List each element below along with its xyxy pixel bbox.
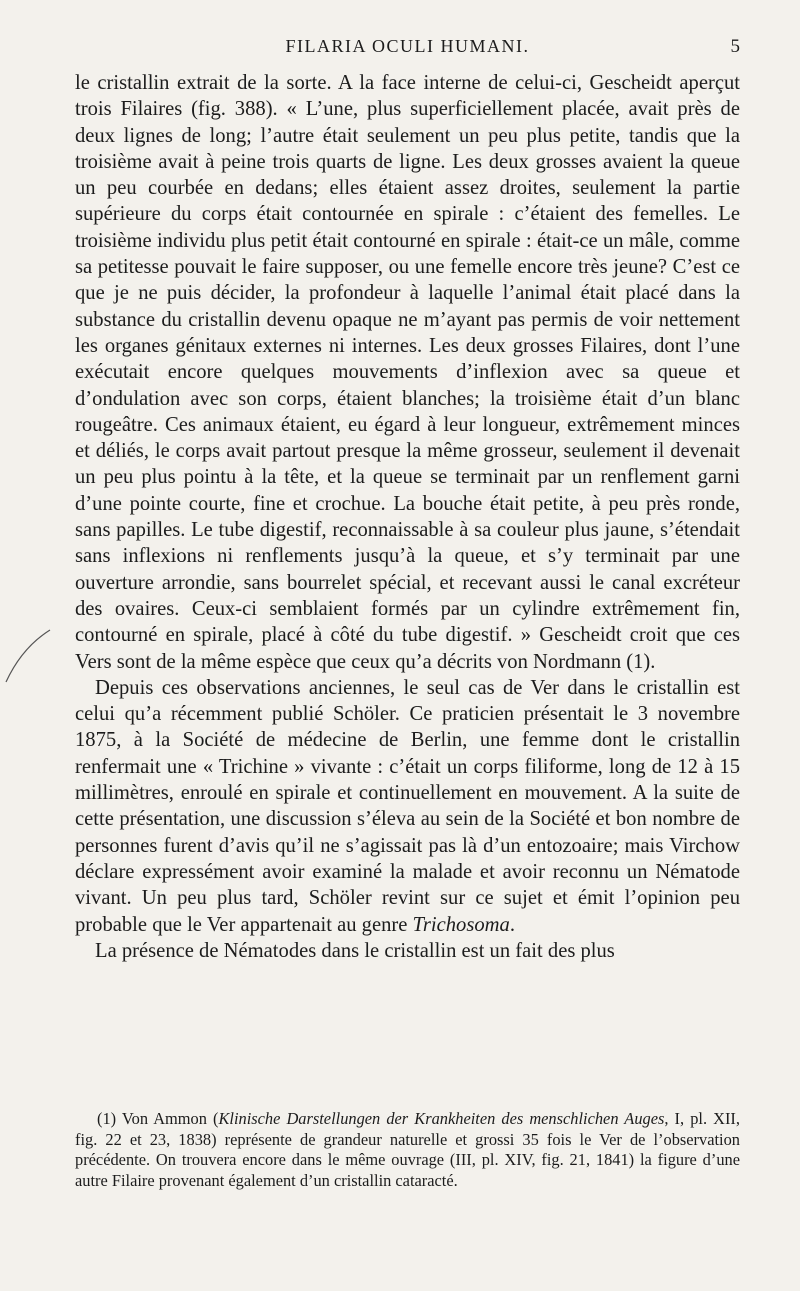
footnote-lead: (1) Von Ammon ( [97,1109,219,1128]
body-text [75,70,740,964]
margin-pencil-mark [4,626,52,686]
paragraph-2-text: Depuis ces observations anciennes, le seul cas de Ver dans le cristallin est celui qu’a récemment publié Schöler. Ce praticien présentait le 3 novembre 1875, à la Société de médecine de Berlin, une femme dont le cristallin renfermait une « Trichine » vivante : c’était un corps filiforme, long de 12 à 15 millimètres, enroulé en spirale et continuellement en mouvement. A la suite de cette présentation, une discussion s’éleva au sein de la Société et bon nombre de personnes furent d’avis qu’il ne s’agissait pas là d’un entozoaire; mais Virchow déclare expressément avoir examiné la malade et avoir reconnu un Nématode vivant. Un peu plus tard, Schöler revint sur ce sujet et émit l’opinion peu probable que le Ver appartenait au genre [75,676,740,936]
paragraph-3: La présence de Nématodes dans le cristallin est un fait des plus [95,939,615,962]
page-number: 5 [730,36,740,57]
paragraph-2-end: . [509,913,515,936]
footnote-rest: , I, pl. XII, fig. 22 et 23, 1838) représente de grandeur naturelle et grossi 35 fois le Ver de l’observation précédente. On trouvera encore dans le même ouvrage (III, pl. XIV, fig. 21, 1841) la figure d’une autre Filaire provenant également d’un cristallin cataracté. [75,1109,740,1190]
genus-name: Trichosoma [412,913,510,936]
page-header [75,36,740,62]
footnote-book-title: Klinische Darstellungen der Krankheiten des menschlichen Auges [218,1109,665,1128]
paragraph-1: le cristallin extrait de la sorte. A la face interne de celui-ci, Gescheidt aperçut trois Filaires (fig. 388). « L’une, plus superficiellement placée, avait près de deux lignes de long; l’autre était seulement un peu plus petite, tandis que la troisième avait à peine trois quarts de ligne. Les deux grosses avaient la queue un peu courbée en dedans; elles étaient assez droites, seulement la partie supérieure du corps était contournée en spirale : c’étaient des femelles. Le troisième individu plus petit était contourné en spirale : était-ce un mâle, comme sa petitesse pouvait le faire supposer, ou une femelle encore très jeune? C’est ce que je ne puis décider, la profondeur à laquelle l’animal était placé dans la substance du cristallin devenu opaque ne m’ayant pas permis de voir nettement les organes génitaux externes ni internes. Les deux grosses Filaires, dont l’une exécutait encore quelques mouvements d’inflexion avec sa queue et d’ondulation avec son corps, étaient blanches; la troisième était d’un blanc rougeâtre. Ces animaux étaient, eu égard à leur longueur, extrêmement minces et déliés, le corps avait partout presque la même grosseur, seulement il devenait un peu plus pointu à la tête, et la queue se terminait par un renflement garni d’une pointe courte, fine et crochue. La bouche était petite, à peu près ronde, sans papilles. Le tube digestif, reconnaissable à sa couleur plus jaune, s’étendait sans inflexions ni renflements jusqu’à la queue, et s’y terminait par une ouverture arrondie, sans bourrelet spécial, et recevant aussi le canal excréteur des ovaires. Ceux-ci semblaient formés par un cylindre extrêmement fin, contourné en spirale, placé à côté du tube digestif. » Gescheidt croit que ces Vers sont de la même espèce que ceux qu’a décrits von Nordmann (1). [75,72,740,673]
footnote [75,1109,740,1191]
paragraph-2 [75,675,740,938]
running-title: FILARIA OCULI HUMANI. [285,36,530,56]
footnote-1 [75,1109,740,1191]
